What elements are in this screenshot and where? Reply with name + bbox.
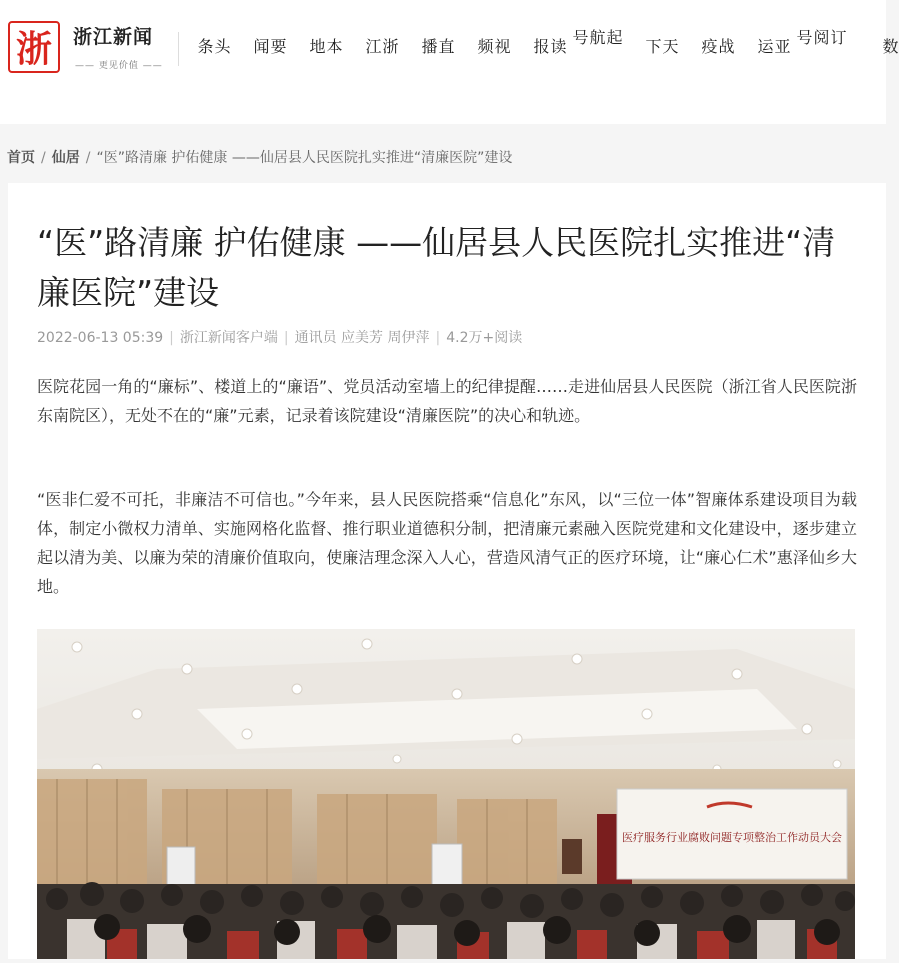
nav-item-local[interactable]: 本地 (307, 38, 343, 54)
header-divider (178, 32, 179, 66)
article-title: “医”路清廉 护佑健康 ——仙居县人民医院扎实推进“清廉医院”建设 (37, 223, 836, 312)
article-paragraph: “医非仁爱不可托，非廉洁不可信也。”今年来，县人民医院搭乘“信息化”东风，以“三位一体”智廉体系建设项目为载体，制定小微权力清单、实施网格化监督、推行职业道德积分制，把清廉元素融入医院党建和文化建设中，逐步建立起以清为美、以廉为荣的清廉价值取向，使廉洁理念深入人心，营造风清气正的医疗环境，让“廉心仁术”惠泽仙乡大地。 (37, 490, 857, 596)
nav-item-qihang[interactable]: 起航号 (570, 29, 623, 45)
screen-banner-text: 医疗服务行业腐败问题专项整治工作动员大会 (622, 831, 842, 844)
nav-item-read-paper[interactable]: 读报 (531, 38, 567, 54)
nav-item-more[interactable]: 数 (880, 38, 899, 54)
breadcrumb-separator: / (85, 150, 91, 166)
article-source: 浙江新闻客户端 (179, 330, 278, 346)
article-paragraph: 医院花园一角的“廉标”、楼道上的“廉语”、党员活动室墙上的纪律提醒……走进仙居县人民医院（浙江省人民医院浙东南院区），无处不在的“廉”元素，记录着该院建设“清廉医院”的决心和轨迹。 (37, 377, 857, 425)
logo-char: 浙 (15, 28, 53, 70)
nav-item-live[interactable]: 直播 (419, 38, 455, 54)
breadcrumb-current: “医”路清廉 护佑健康 ——仙居县人民医院扎实推进“清廉医院”建设 (96, 150, 513, 166)
breadcrumb-section[interactable]: 仙居 (51, 150, 80, 166)
nav-item-zhejiang[interactable]: 浙江 (363, 38, 399, 54)
nav-item-anti-epidemic[interactable]: 战疫 (699, 38, 735, 54)
nav-item-world[interactable]: 天下 (643, 38, 679, 54)
article-photo-conference-hall (37, 629, 855, 959)
nav-item-video[interactable]: 视频 (475, 38, 511, 54)
site-header (0, 0, 899, 124)
nav-item-important-news[interactable]: 要闻 (251, 38, 287, 54)
nav-item-subscription[interactable]: 订阅号 (794, 29, 847, 45)
nav-item-headlines[interactable]: 头条 (195, 38, 231, 54)
brand-name[interactable]: 浙江新闻 (73, 26, 154, 48)
breadcrumb-home[interactable]: 首页 (7, 150, 35, 166)
article-meta: 2022-06-13 05:39 | 浙江新闻客户端 | 通讯员 应美芳 周伊萍 | 4.2万+阅读 (37, 330, 523, 346)
breadcrumb-separator: / (41, 150, 46, 166)
article (8, 183, 886, 959)
publish-datetime: 2022-06-13 05:39 (37, 330, 164, 346)
brand-slogan: —— 更见价值 —— (75, 61, 163, 71)
nav-item-asian-games[interactable]: 亚运 (755, 38, 791, 54)
read-count: 4.2万+阅读 (446, 330, 523, 346)
zhejiang-news-logo[interactable] (8, 20, 60, 74)
article-authors: 通讯员 应美芳 周伊萍 (294, 330, 430, 346)
breadcrumb (7, 147, 512, 167)
